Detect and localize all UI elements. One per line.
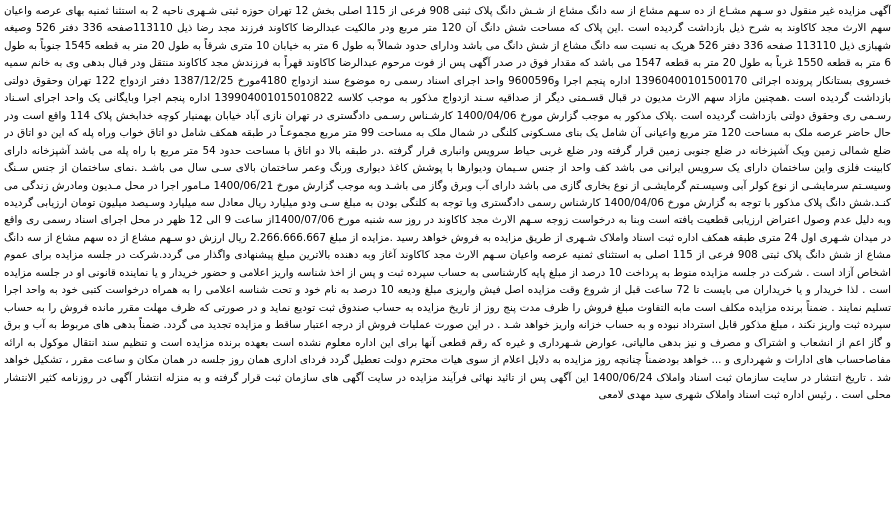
auction-notice-document (4, 3, 891, 528)
auction-notice-body: آگهی مزایده غیر منقول دو سـهم مشـاع از ده سـهم مشاع از سه دانگ مشاع از شـش دانگ پلاک ثبتی 908 فرعی از 115 اصلی بخش 12 تهران حوزه ثبتی شـهری ناحیه 2 به استثنا ثمنیه بهای عرصه واعیان سهم الارث مجد کاکاوند به شرح ذیل بازداشت گردیده است .این پلاک که مساحت شش دانگ آن 120 متر مربع ودر مالکیت عبدالرضا کاکاوند فرزند مجد رضا ذیل 113110صفحه 336 دفتر 526 وصیغه شهبازی ذیل 113110 صفحه 336 دفتر 526 هریک به نسبت سه دانگ مشاع از شش دانگ می باشد ودارای حدود شمالاً به طول 6 متر به خیابان 10 متری شرقاً به طول 20 متر به قطعه 1545 جنوباً به طول 6 متر به قطعه 1550 غرباً به طول 20 متر به قطعه 1547 می باشد که مقدار فوق در صدر آگهی پس از فوت مرحوم عبدالرضا کاکاوند قهراً به فرزندش مجد کاکاوند منتقل ودر قبال بدهی وی به خانم سمیه خسروی بستانکار پرونده اجرائی 13960400101500170 اداره پنجم اجرا و9600596 واحد اجرای اسناد رسمی ره موضوع سند ازدواج 4180مورخ 1387/12/25 دفتر ازدواج 122 تهران وحقوق دولتی بازداشت گردیده است .همچنین مازاد سهم الارث مدیون در قبال قسـمتی دیگر از صداقیه سـند ازدواج مذکور به موجب کلاسه 139904001015010822 اداره پنجم اجرا وبایگانی یک واحد اجرای اسـناد رسـمی ری وحقوق دولتی بازداشت گردیده است .پلاک مذکور به موجب گزارش مورخ 1400/04/06 کارشـناس رسـمی دادگستری در تهران نازی آباد خیابان بهمنیار کوچه خدابخش پلاک 114 واقع است ودر حال حاضر عرصه ملک به مساحت 120 متر مربع واعیانی آن شامل یک بنای مسـکونی کلنگی در شمال ملک به مساحت 99 متر مربع مجموعـاً در طبقه همکف شامل دو اتاق خواب وراه پله که این دو اتاق در ضلع شمالی زمین ویک آشپزخانه در ضلع جنوبی زمین قرار گرفته ودر ضلع غربی حیاط سرویس وانباری قرار گرفته .در طبقه بالا دو اتاق با مساحت حدود 54 متر مربع با راه پله می باشد آشپزخانه دارای کابینت فلزی واین ساختمان دارای یک سرویس ایرانی می باشد کف واحد از جنس سـیمان ودیوارها با پوشش کاغذ دیواری ورنگ وعمر ساختمان بالای سـی سال می باشـد .نمای ساختمان از جنس سـنگ وسیسـتم سرمایشـی از نوع کولر آبی وسیسـتم گرمایشـی از نوع بخاری گازی می باشد دارای آب وبرق وگاز می باشـد وبه موجب گزارش مورخ 1400/06/21 مـامور اجرا در محل مـدیون ومادرش زندگی می کنـد.شش دانگ پلاک مذکور با توجه به گزارش مورخ 1400/04/06 کارشناس رسمی دادگستری وبا توجه به کلنگی بودن به مبلغ سـی ودو میلیارد ریال معادل سه میلیارد وسـیصد میلیون تومان ارزیابی گردیده وبه دلیل عدم وصول اعتراض ارزیابی قطعیت یافته است وبنا به درخواست زوجه سـهم الارث مجد کاکاوند در روز سه شنبه مورخ 1400/07/06از ساعت 9 الی 12 ظهر در محل اجرای اسناد رسمی ری واقع در میدان شـهری اول 24 متری طبقه همکف اداره ثبت اسناد واملاک شـهری از طریق مزایده به فروش خواهد رسید .مزایده از مبلغ 2.266.666.667 ریال ارزش دو سـهم مشاع از ده سهم مشاع از سه دانگ مشاع از شش دانگ پلاک ثبتی 908 فرعی از 115 اصلی به استثنای ثمنیه عرصه واعیان سـهم الارث مجد کاکاوند آغاز وبه دهنده بالاترین مبلغ پیشنهادی واگذار می گردد.شرکت در جلسه مزایده برای عموم اشخاص آزاد است . شرکت در جلسه مزایده منوط به پرداخت 10 درصد از مبلغ پایه کارشناسی به حساب سپرده ثبت و پس از اخذ شناسه واریز اعلامی و حضور خریدار و یا نماینده قانونی او در جلسه مزایده است . لذا خریدار و یا خریداران می بایست تا 72 ساعت قبل از شروع وقت مزایده اصل فیش واریزی مبلغ ودیعه 10 درصد به نام خود و تحت شناسه اعلامی را به همراه درخواست کتبی خود به واحد اجرا تسلیم نمایند . ضمناً برنده مزایده مکلف است مابه التفاوت مبلغ فروش را ظرف مدت پنج روز از تاریخ مزایده به حساب صندوق ثبت تودیع نماید و در صورتی که ظرف مهلت مقرر مانده فروش را به حساب سپرده ثبت واریز نکند ، مبلغ مذکور قابل استرداد نبوده و به حساب خزانه واریز خواهد شـد . در این صورت عملیات فروش از درجه اعتبار ساقط و مزایده تجدید می گردد. ضمناً بدهی های مربوط به آب و برق و گاز اعم از انشعاب و اشتراک و مصرف و نیز بدهی مالیاتی، عوارض شـهرداری و غیره که رقم قطعی آنها برای این اداره معلوم نشده است بعهده برنده مزایده است و تنظیم سند انتقال موکول به ارائه مفاصاحساب های ادارات و شهرداری و ... خواهد بودضمناً چنانچه روز مزایده به دلایل اعلام از سوی هیات محترم دولت تعطیل گردد فردای اداری همان روز جلسه در همان مکان و ساعت مقرر ، تشکیل خواهد شد . تاریخ انتشار در سایت سازمان ثبت اسناد واملاک 1400/06/24 این آگهی پس از تائید نهائی فرآیند مزایده در سایت آگهی های سازمان ثبت قرار گرفته و به منزله انتشار آگهی در روزنامه کثیر الانتشار محلی است . رئیس اداره ثبت اسناد واملاک شهری سید مهدی لامعی (4, 5, 891, 401)
